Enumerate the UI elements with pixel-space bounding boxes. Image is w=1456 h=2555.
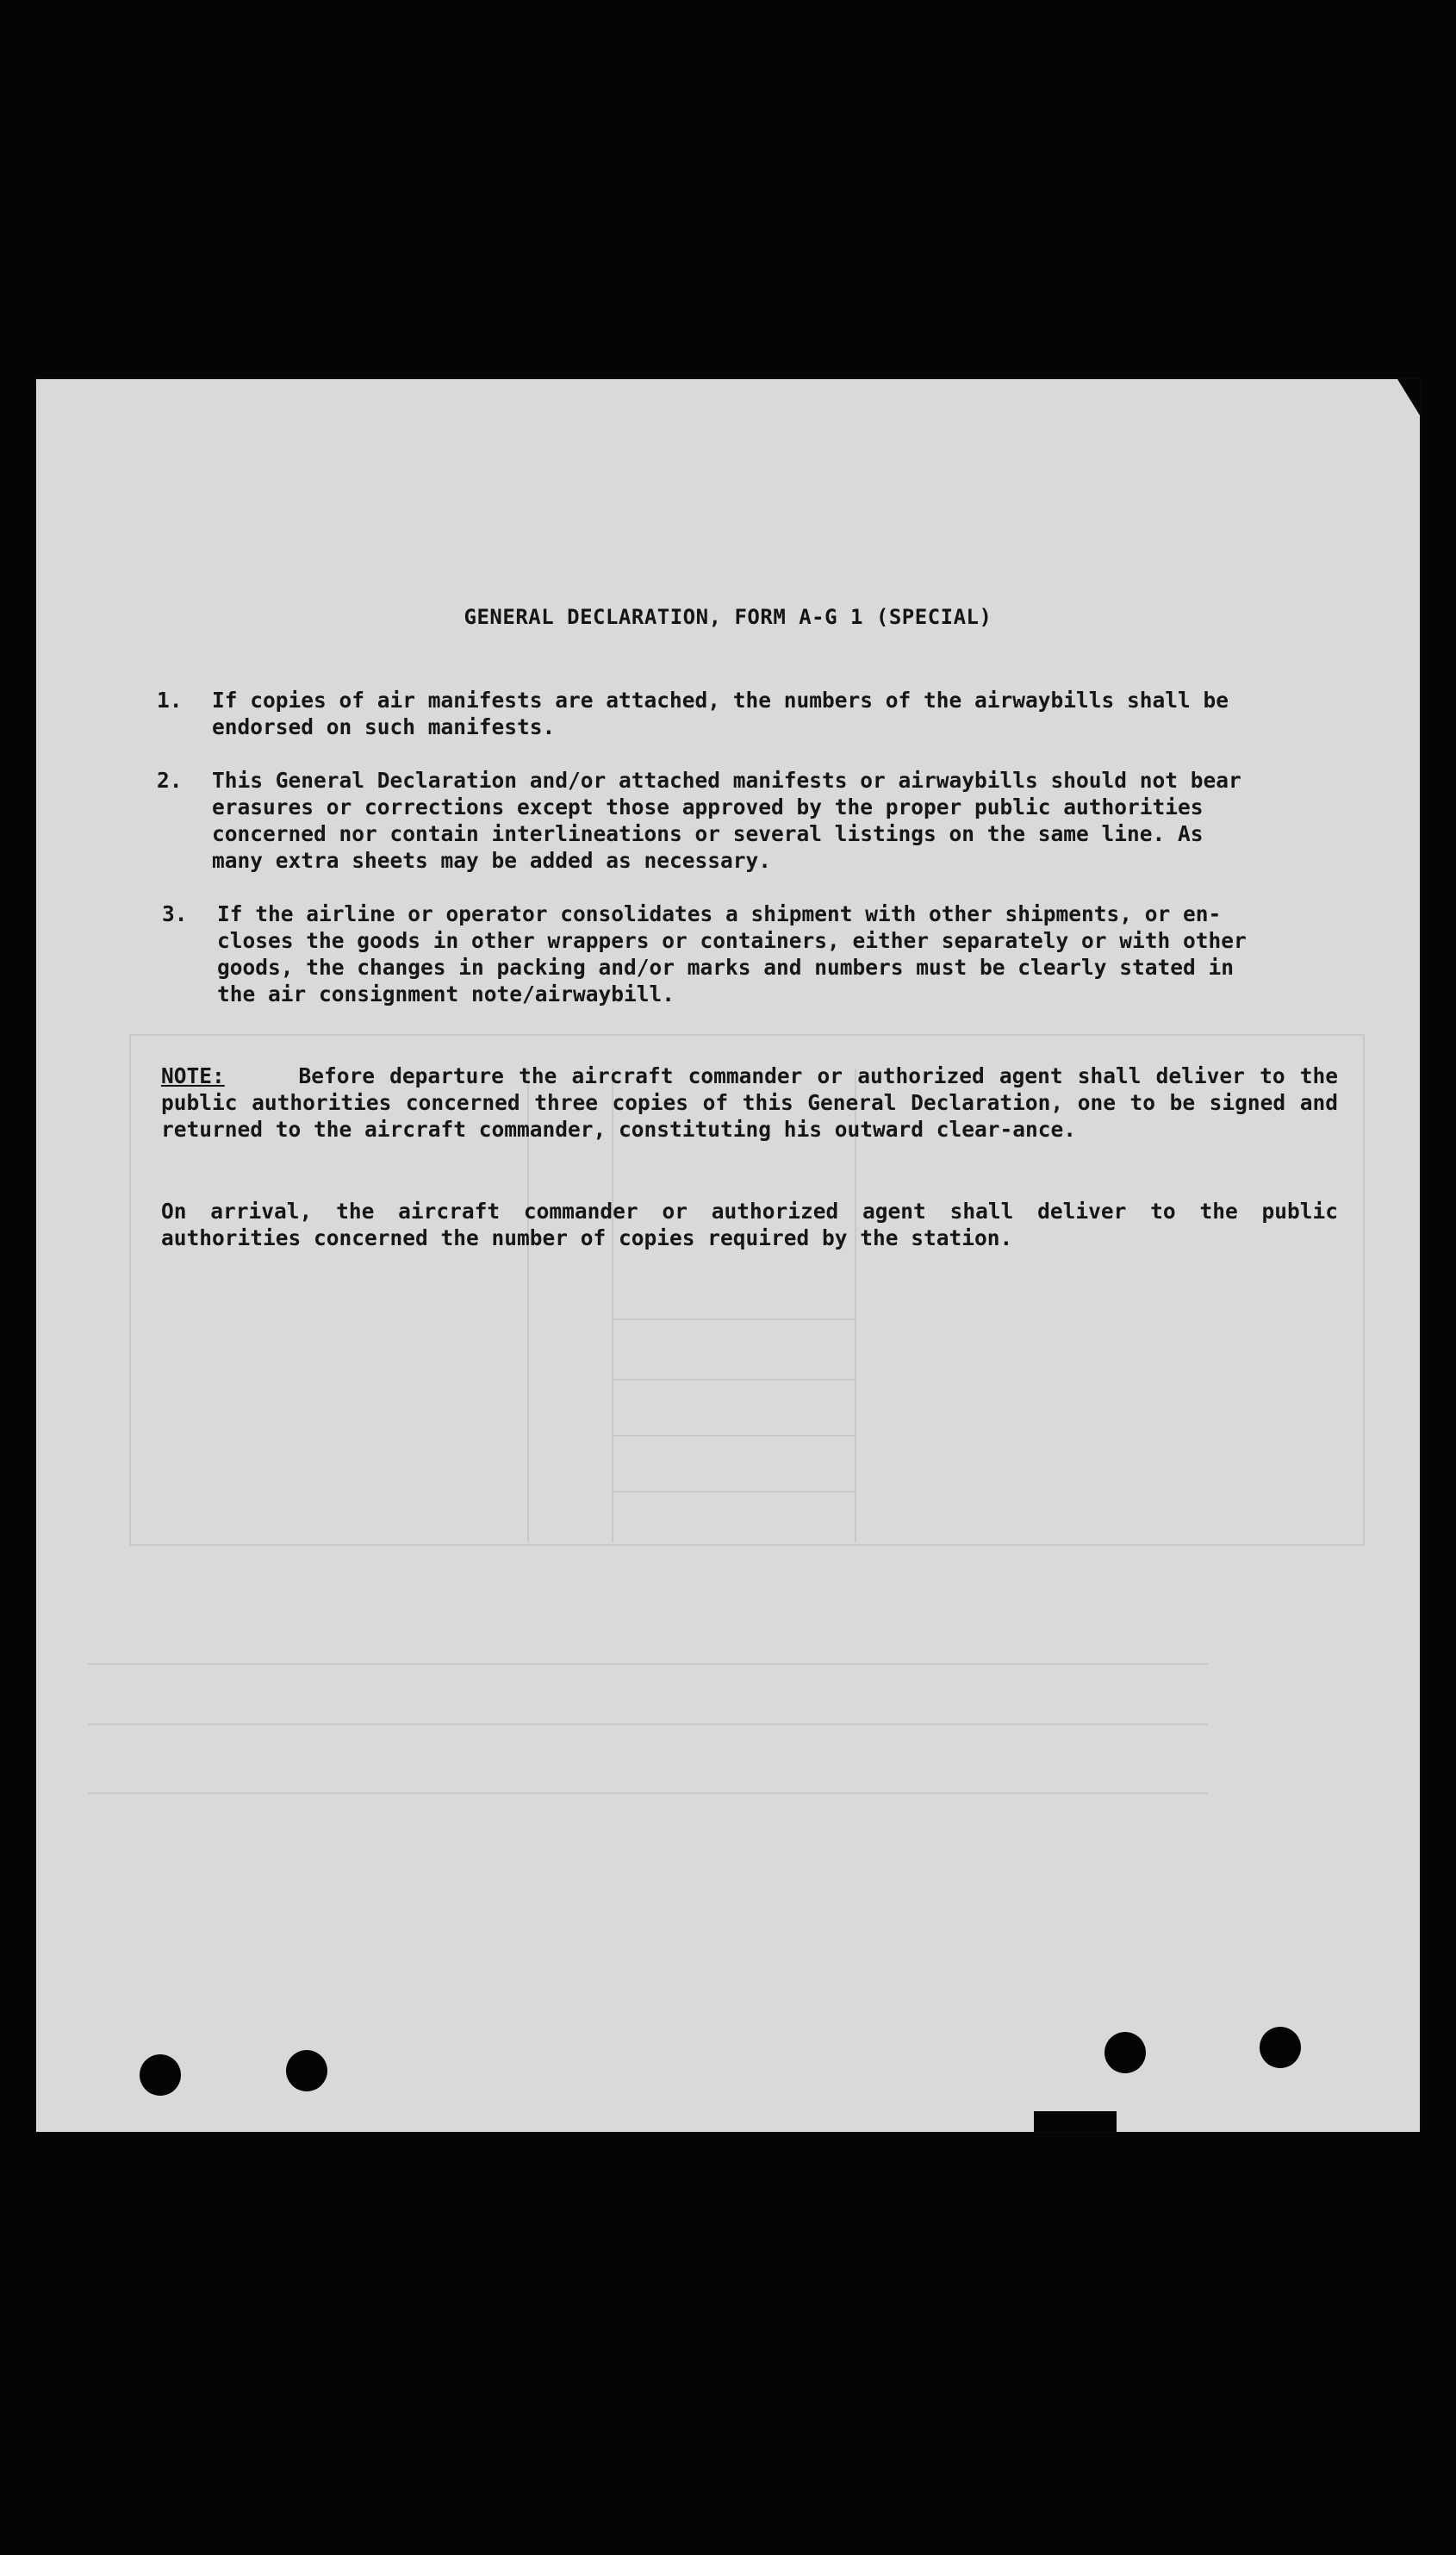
note-label: NOTE: <box>161 1063 225 1088</box>
item-number: 3. <box>162 901 188 926</box>
note-paragraph <box>161 1063 1338 1143</box>
bleed-through-rule <box>612 1491 855 1492</box>
item-text: If the airline or operator consolidates a shipment with other shipments, or en- closes the goods in other wrappers or containers, either separately or with other goods, the changes in packing and/or marks and numbers must be clearly stated in the air consignment note/airwaybill. <box>217 901 1247 1006</box>
instruction-item-2 <box>157 767 1335 874</box>
instruction-item-3 <box>162 900 1341 1007</box>
instruction-item-1 <box>157 687 1335 740</box>
punch-hole <box>1104 2032 1146 2073</box>
item-number: 1. <box>157 688 183 713</box>
bleed-through-rule <box>88 1663 1208 1665</box>
item-text: This General Declaration and/or attached manifests or airwaybills should not bear erasures or corrections except those approved by the proper public authorities concerned nor contain interlineations or several listings on the same line. As many extra sheets may be added as necessary. <box>212 768 1241 873</box>
item-number: 2. <box>157 768 183 793</box>
bleed-through-rule <box>612 1435 855 1436</box>
item-text: If copies of air manifests are attached, the numbers of the airwaybills shall be endorsed on such manifests. <box>212 688 1229 739</box>
arrival-paragraph: On arrival, the aircraft commander or authorized agent shall deliver to the public authorities concerned the number of copies required by the station. <box>161 1199 1338 1250</box>
page-edge-tab <box>1034 2111 1117 2132</box>
document-page <box>36 379 1420 2132</box>
bleed-through-rule <box>612 1379 855 1380</box>
bleed-through-rule <box>88 1723 1208 1725</box>
folded-corner <box>1397 379 1420 415</box>
punch-hole <box>1260 2027 1301 2068</box>
note-text: Before departure the aircraft commander or authorized agent shall deliver to the public authorities concerned three copies of this General Declaration, one to be signed and returned to the aircraft commander, constituting his outward clear-ance. <box>161 1063 1338 1142</box>
document-title: GENERAL DECLARATION, FORM A-G 1 (SPECIAL) <box>464 605 992 629</box>
bleed-through-rule <box>88 1792 1208 1794</box>
bleed-through-rule <box>612 1318 855 1320</box>
punch-hole <box>140 2054 181 2096</box>
punch-hole <box>286 2050 327 2091</box>
